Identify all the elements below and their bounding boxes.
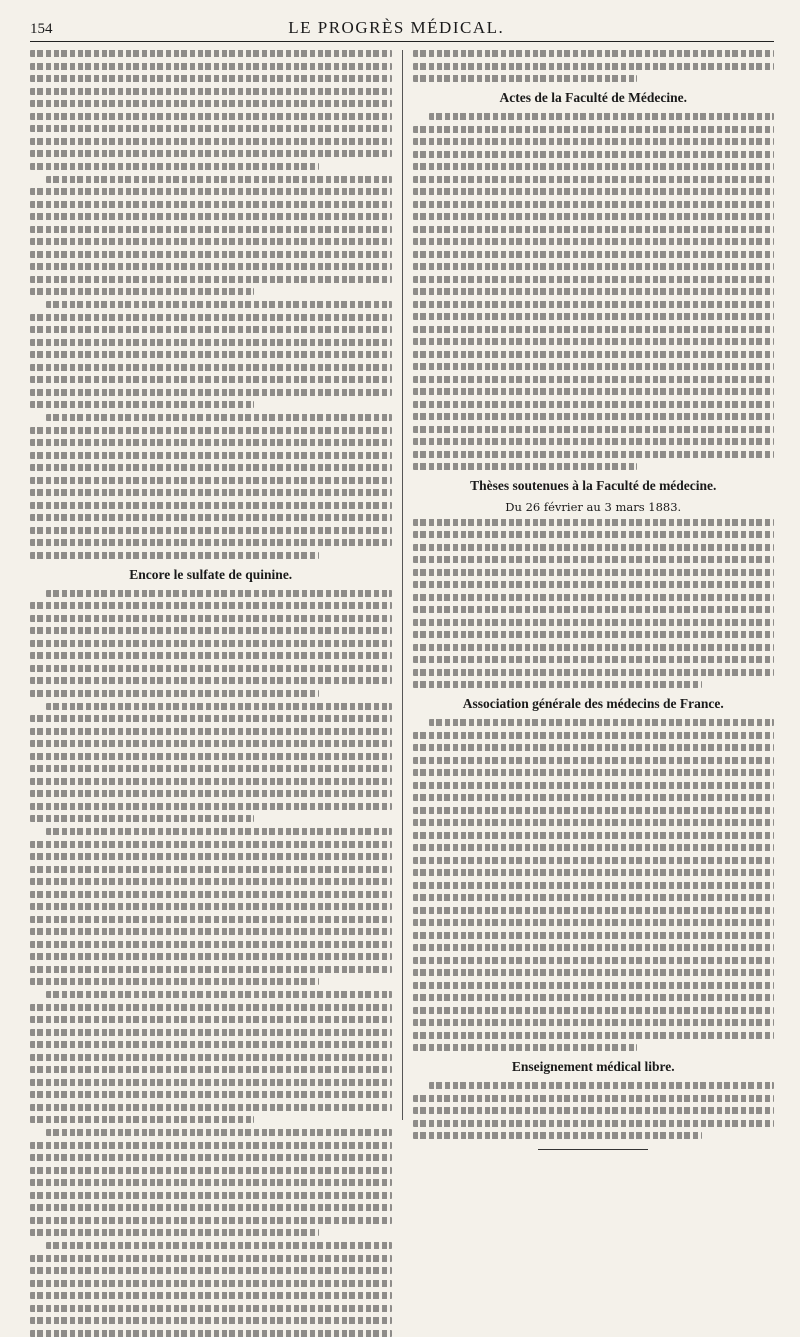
journal-title: LE PROGRÈS MÉDICAL. — [288, 18, 505, 37]
text-block — [413, 719, 775, 1051]
text-block — [30, 1129, 392, 1236]
section-heading: Encore le sulfate de quinine. — [129, 566, 293, 582]
text-block — [30, 301, 392, 408]
section-heading-association: Association générale des médecins de France. — [462, 696, 724, 711]
section-heading-enseignement: Enseignement médical libre. — [511, 1059, 675, 1074]
section-heading-actes: Actes de la Faculté de Médecine. — [499, 90, 687, 105]
section-heading-theses: Thèses soutenues à la Faculté de médecine. — [470, 478, 717, 493]
closing-rule — [538, 1149, 648, 1150]
theses-date: Du 26 février au 3 mars 1883. — [505, 500, 682, 514]
text-block — [30, 1242, 392, 1337]
text-block — [30, 50, 392, 170]
text-block — [413, 1082, 775, 1139]
text-block — [413, 113, 775, 470]
right-column — [402, 50, 775, 1120]
text-block — [30, 703, 392, 823]
text-block — [413, 519, 775, 689]
text-block — [30, 176, 392, 296]
page-number: 154 — [30, 21, 53, 37]
text-block — [30, 590, 392, 697]
text-block — [413, 50, 775, 82]
running-head — [30, 18, 774, 42]
left-column — [30, 50, 402, 1120]
text-block — [30, 828, 392, 985]
columns — [30, 50, 774, 1120]
text-block — [30, 991, 392, 1123]
text-block — [30, 414, 392, 559]
